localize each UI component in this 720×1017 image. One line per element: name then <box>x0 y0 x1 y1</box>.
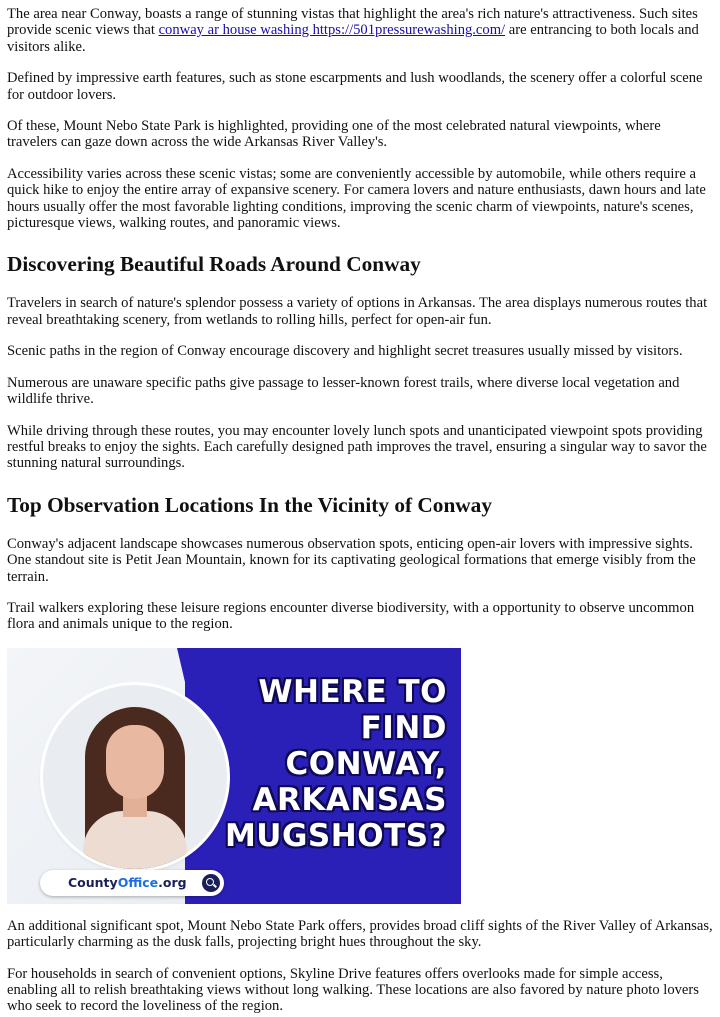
badge-text-county: County <box>68 874 118 890</box>
thumbnail-title-line: ARKANSAS <box>252 781 447 818</box>
intro-paragraph-1 <box>7 6 713 55</box>
countyoffice-logo-badge <box>40 870 224 896</box>
presenter-portrait <box>43 685 227 869</box>
section-heading-observation: Top Observation Locations In the Vicinity of Conway <box>7 492 492 517</box>
observation-paragraph-3: An additional significant spot, Mount Nebo State Park offers, provides broad cliff sights of the River Valley of Arkansas, particularly charming as the dusk falls, projecting bright hues throughout the sky. <box>7 917 713 951</box>
thumbnail-title <box>225 674 447 854</box>
intro-text-after-link: are entrancing to both locals and visitors alike. <box>7 22 699 55</box>
observation-paragraph-2: Trail walkers exploring these leisure regions encounter diverse biodiversity, with a opportunity to observe uncommon flora and animals unique to the region. <box>7 599 695 633</box>
thumbnail-title-line: CONWAY, <box>285 745 447 782</box>
presenter-body <box>83 811 187 869</box>
section-heading-roads: Discovering Beautiful Roads Around Conway <box>7 252 421 277</box>
presenter-face <box>106 725 164 799</box>
intro-text-before-link: The area near Conway, boasts a range of stunning vistas that highlight the area's rich nature's attractiveness. Such sites provide scenic views that <box>7 6 698 39</box>
video-thumbnail-image[interactable] <box>7 648 461 904</box>
observation-paragraph-1: Conway's adjacent landscape showcases numerous observation spots, enticing open-air lovers with impressive sights. One standout site is Petit Jean Mountain, known for its captivating geological formations that emerge visibly from the terrain. <box>7 535 696 585</box>
roads-paragraph-1: Travelers in search of nature's splendor possess a variety of options in Arkansas. The area displays numerous routes that reveal breathtaking scenery, from wetlands to rolling hills, perfect for open-air fun. <box>7 295 708 328</box>
search-icon <box>202 874 220 892</box>
badge-text-office: Office <box>117 874 159 890</box>
thumbnail-title-line: FIND <box>360 709 447 746</box>
thumbnail-title-line: WHERE TO <box>258 673 447 710</box>
intro-paragraph-2: Defined by impressive earth features, such as stone escarpments and lush woodlands, the scenery offer a colorful scene for outdoor lovers. <box>7 70 703 103</box>
roads-paragraph-3: Numerous are unaware specific paths give passage to lesser-known forest trails, where diverse local vegetation and wildlife thrive. <box>7 374 680 408</box>
pressure-washing-link[interactable]: conway ar house washing https://501pressurewashing.com/ <box>158 22 506 39</box>
roads-paragraph-4: While driving through these routes, you may encounter lovely lunch spots and unanticipated viewpoint spots providing restful breaks to enjoy the sights. Each carefully designed path improves the travel, ensuring a singular way to savor the stunning natural surroundings. <box>7 422 707 472</box>
badge-text-org: .org <box>158 874 187 890</box>
thumbnail-title-line: MUGSHOTS? <box>224 817 447 854</box>
intro-paragraph-4: Accessibility varies across these scenic vistas; some are conveniently accessible by automobile, while others require a quick hike to enjoy the entire array of expansive scenery. For camera lovers and nature enthusiasts, dawn hours and late hours usually offer the most favorable lighting conditions, improving the scenic charm of viewpoints, nature's scenes, picturesque views, walking routes, and panoramic views. <box>7 165 706 232</box>
roads-paragraph-2: Scenic paths in the region of Conway encourage discovery and highlight secret treasures usually missed by visitors. <box>7 343 683 360</box>
intro-paragraph-3: Of these, Mount Nebo State Park is highlighted, providing one of the most celebrated natural viewpoints, where travelers can gaze down across the wide Arkansas River Valley's. <box>7 118 661 151</box>
badge-text <box>68 870 187 896</box>
observation-paragraph-4: For households in search of convenient options, Skyline Drive features offers overlooks made for simple access, enabling all to relish breathtaking views without long walking. These locations are also favored by nature photo lovers who seek to record the loveliness of the region. <box>7 965 699 1015</box>
